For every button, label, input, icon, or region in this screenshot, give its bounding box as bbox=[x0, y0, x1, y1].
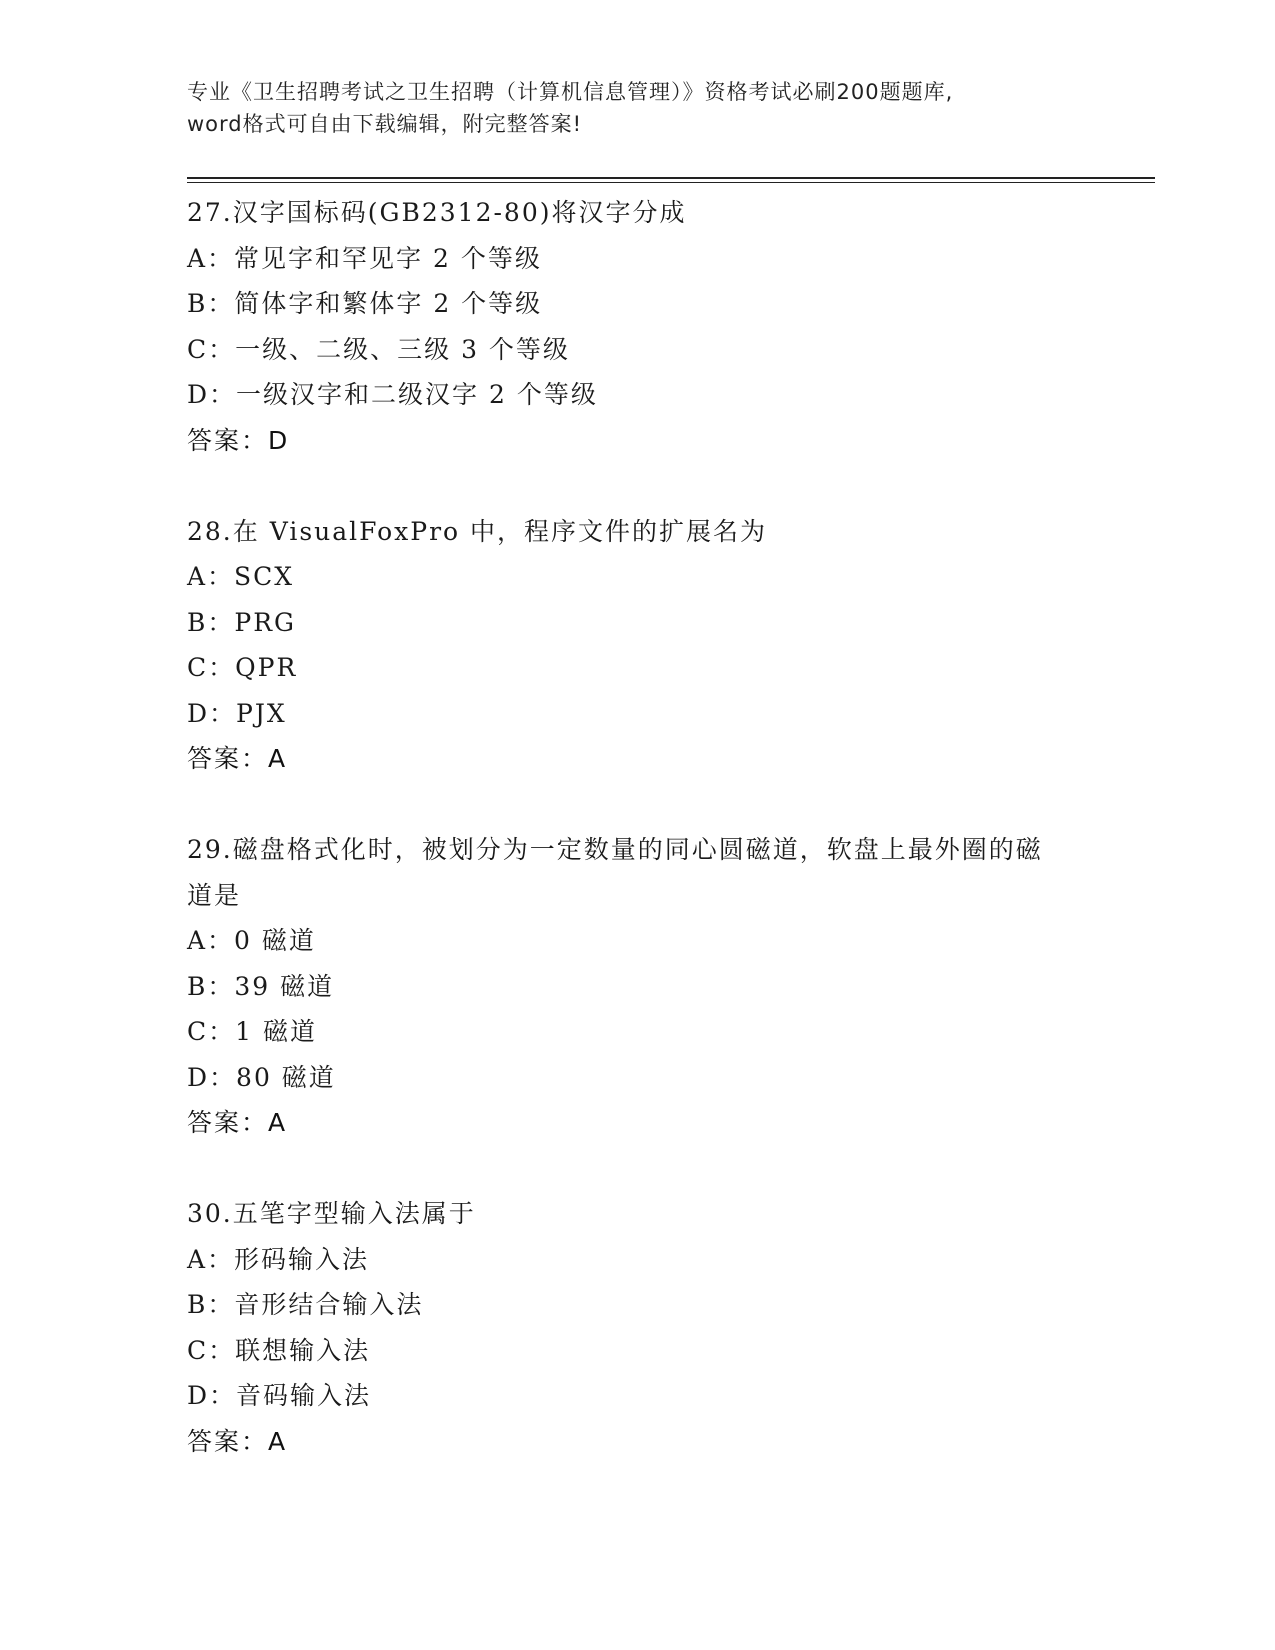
option-d: D：一级汉字和二级汉字 2 个等级 bbox=[187, 380, 598, 409]
header-divider-thick bbox=[187, 177, 1155, 179]
question-spacer bbox=[187, 782, 1107, 828]
option-c: C：QPR bbox=[187, 653, 298, 682]
option-a: A：形码输入法 bbox=[187, 1244, 370, 1274]
question-stem: 28.在 VisualFoxPro 中，程序文件的扩展名为 bbox=[187, 516, 768, 546]
header-divider-thin bbox=[187, 182, 1155, 183]
option-a: A：0 磁道 bbox=[187, 926, 316, 955]
header-line-2: word格式可自由下载编辑，附完整答案! bbox=[187, 112, 583, 136]
option-d: D：80 磁道 bbox=[187, 1062, 336, 1092]
option-a: A：常见字和罕见字 2 个等级 bbox=[187, 243, 542, 273]
question-stem: 27.汉字国标码(GB2312-80)将汉字分成 bbox=[187, 198, 687, 227]
question-list bbox=[187, 190, 1107, 1464]
question-30 bbox=[187, 1191, 1107, 1464]
question-28 bbox=[187, 509, 1107, 782]
option-b: B：PRG bbox=[187, 607, 296, 637]
question-stem: 29.磁盘格式化时，被划分为一定数量的同心圆磁道，软盘上最外圈的磁道是 bbox=[187, 835, 1043, 910]
document-header bbox=[187, 76, 1087, 140]
question-stem: 30.五笔字型输入法属于 bbox=[187, 1199, 476, 1228]
option-b: B：39 磁道 bbox=[187, 971, 335, 1001]
option-b: B：简体字和繁体字 2 个等级 bbox=[187, 289, 543, 318]
option-c: C：联想输入法 bbox=[187, 1335, 371, 1365]
answer-line: 答案：D bbox=[187, 425, 290, 455]
option-c: C：一级、二级、三级 3 个等级 bbox=[187, 334, 570, 364]
option-a: A：SCX bbox=[187, 562, 295, 591]
question-29 bbox=[187, 827, 1107, 1146]
question-spacer bbox=[187, 1146, 1107, 1192]
option-c: C：1 磁道 bbox=[187, 1017, 317, 1046]
header-line-1: 专业《卫生招聘考试之卫生招聘（计算机信息管理）》资格考试必刷200题题库, bbox=[187, 80, 954, 104]
answer-line: 答案：A bbox=[187, 1426, 288, 1456]
answer-line: 答案：A bbox=[187, 1108, 288, 1137]
question-27 bbox=[187, 190, 1107, 463]
question-spacer bbox=[187, 463, 1107, 509]
answer-line: 答案：A bbox=[187, 744, 288, 773]
option-b: B：音形结合输入法 bbox=[187, 1290, 424, 1319]
option-d: D：PJX bbox=[187, 698, 287, 728]
option-d: D：音码输入法 bbox=[187, 1381, 372, 1410]
